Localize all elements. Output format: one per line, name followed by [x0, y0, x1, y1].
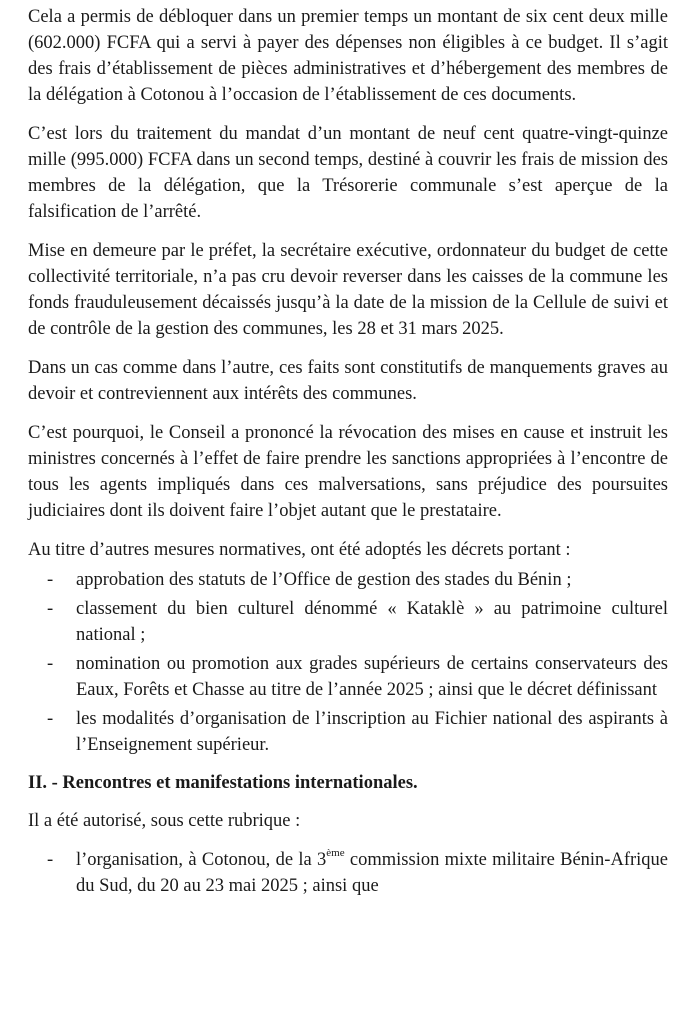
paragraph-serious-breaches: Dans un cas comme dans l’autre, ces faits sont constitutifs de manquements graves au devoir et contreviennent aux intérêts des communes.: [28, 358, 668, 404]
ordinal-superscript: ème: [326, 847, 345, 859]
list-item-text: approbation des statuts de l’Office de gestion des stades du Bénin ;: [76, 570, 572, 590]
authorized-list: [28, 847, 668, 899]
paragraph-formal-notice: Mise en demeure par le préfet, la secrétaire exécutive, ordonnateur du budget de cette collectivité territoriale, n’a pas cru devoir reverser dans les caisses de la commune les fonds frauduleusement décaissés jusqu’à la date de la mission de la Cellule de suivi et de contrôle de la gestion des communes, les 28 et 31 mars 2025.: [28, 241, 668, 339]
dash-bullet: -: [47, 654, 54, 674]
decree-list: [28, 567, 668, 758]
dash-bullet: -: [47, 570, 54, 590]
list-item: [28, 567, 668, 593]
list-item-text: nomination ou promotion aux grades supérieurs de certains conservateurs des Eaux, Forêts et Chasse au titre de l’année 2025 ; ainsi que le décret définissant: [76, 654, 668, 700]
section-heading: II. - Rencontres et manifestations internationales.: [28, 773, 418, 793]
paragraph-council-revocation: C’est pourquoi, le Conseil a prononcé la révocation des mises en cause et instruit les ministres concernés à l’effet de faire prendre les sanctions appropriées à l’encontre de tous les agents impliqués dans ces malversations, sans préjudice des poursuites judiciaires dont ils doivent faire l’objet autant que le prestataire.: [28, 423, 668, 521]
list-item: [28, 706, 668, 758]
dash-bullet: -: [47, 850, 54, 870]
list-item-text: les modalités d’organisation de l’inscription au Fichier national des aspirants à l’Enseignement supérieur.: [76, 709, 668, 755]
list-item: [28, 847, 668, 899]
dash-bullet: -: [47, 709, 54, 729]
list-item: [28, 651, 668, 703]
paragraph-treasury-falsification: C’est lors du traitement du mandat d’un montant de neuf cent quatre-vingt-quinze mille (995.000) FCFA dans un second temps, destiné à couvrir les frais de mission des membres de la délégation, que la Trésorerie communale s’est aperçue de la falsification de l’arrêté.: [28, 124, 668, 222]
section-intro: Il a été autorisé, sous cette rubrique :: [28, 811, 301, 831]
list-item-text-start: l’organisation, à Cotonou, de la 3: [76, 850, 327, 870]
list-item-text: classement du bien culturel dénommé « Kataklè » au patrimoine culturel national ;: [76, 599, 668, 645]
dash-bullet: -: [47, 599, 54, 619]
paragraph-normative-measures: Au titre d’autres mesures normatives, ont été adoptés les décrets portant :: [28, 540, 571, 560]
list-item: [28, 596, 668, 648]
list-item-text-end: commission mixte militaire Bénin-Afrique du Sud, du 20 au 23 mai 2025 ; ainsi que: [76, 850, 669, 896]
paragraph-funds-unblocked: Cela a permis de débloquer dans un premier temps un montant de six cent deux mille (602.000) FCFA qui a servi à payer des dépenses non éligibles à ce budget. Il s’agit des frais d’établissement de pièces administratives et d’hébergement des membres de la délégation à Cotonou à l’occasion de l’établissement de ces documents.: [28, 7, 668, 105]
